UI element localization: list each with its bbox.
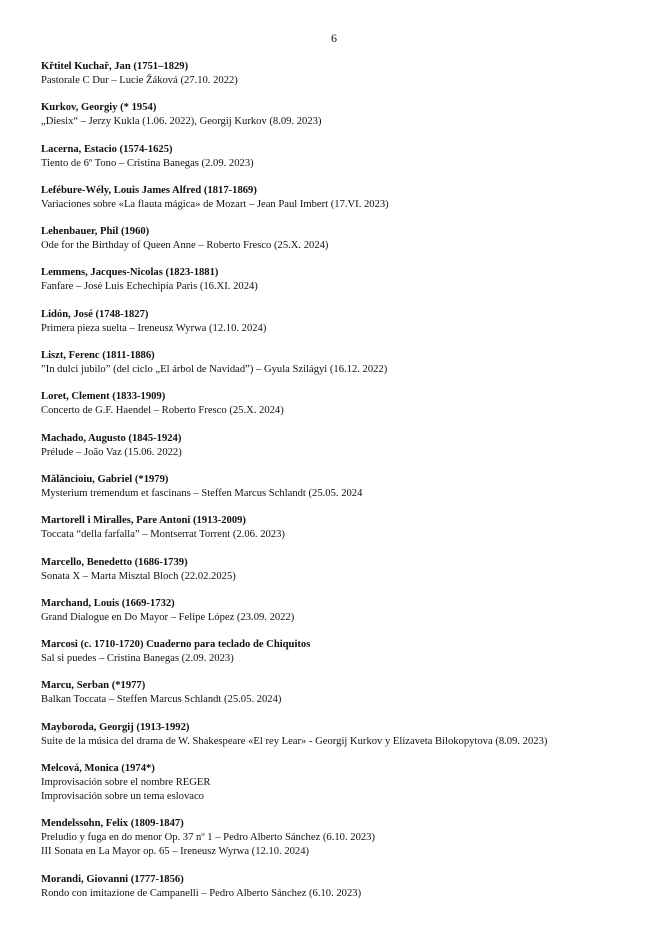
work-line: Balkan Toccata – Steffen Marcus Schlandt (25.05. 2024) — [41, 694, 282, 706]
composer-entry — [41, 349, 651, 377]
composer-entry — [41, 390, 651, 418]
work-line: Rondo con imitazione de Campanelli – Pedro Alberto Sánchez (6.10. 2023) — [41, 887, 362, 899]
composer-entry — [41, 817, 651, 859]
composer-entry — [41, 638, 651, 666]
composer-entry — [41, 225, 651, 253]
work-line: Mysterium tremendum et fascinans – Steffen Marcus Schlandt (25.05. 2024 — [41, 487, 363, 499]
composer-entry — [41, 556, 651, 584]
composer-name: Lemmens, Jacques-Nicolas (1823-1881) — [41, 267, 219, 279]
composer-entry — [41, 266, 651, 294]
composer-entry — [41, 762, 651, 804]
work-line: III Sonata en La Mayor op. 65 – Ireneusz Wyrwa (12.10. 2024) — [41, 846, 310, 858]
composer-entry — [41, 60, 651, 88]
work-line: Ode for the Birthday of Queen Anne – Roberto Fresco (25.X. 2024) — [41, 240, 329, 252]
work-line: Tiento de 6º Tono – Cristina Banegas (2.09. 2023) — [41, 157, 254, 169]
composer-name: Lehenbauer, Phil (1960) — [41, 226, 150, 238]
work-line: „Diesix“ – Jerzy Kukla (1.06. 2022), Georgij Kurkov (8.09. 2023) — [41, 116, 322, 128]
composer-entry — [41, 473, 651, 501]
work-line: Pastorale C Dur – Lucie Žáková (27.10. 2022) — [41, 75, 238, 86]
work-line: Grand Dialogue en Do Mayor – Felipe López (23.09. 2022) — [41, 611, 295, 623]
composer-name: Lacerna, Estacio (1574-1625) — [41, 143, 173, 155]
composer-name: Kurkov, Georgiy (* 1954) — [41, 102, 157, 114]
work-line: Sal si puedes – Cristina Banegas (2.09. 2023) — [41, 653, 234, 665]
work-line: Variaciones sobre «La flauta mágica» de Mozart – Jean Paul Imbert (17.VI. 2023) — [41, 198, 389, 210]
composer-entry — [41, 308, 651, 336]
composer-name: Melcová, Monica (1974*) — [41, 763, 155, 775]
composer-name: Machado, Augusto (1845-1924) — [41, 432, 182, 444]
composer-entry — [41, 721, 651, 749]
composer-entry — [41, 432, 651, 460]
page-number: 6 — [331, 31, 337, 45]
composer-name: Marcosi (c. 1710-1720) Cuaderno para teclado de Chiquitos — [41, 639, 311, 651]
composer-name: Lidón, José (1748-1827) — [41, 308, 149, 320]
work-line: Concerto de G.F. Haendel – Roberto Fresco (25.X. 2024) — [41, 405, 284, 417]
work-line: Improvisación sobre el nombre REGER — [41, 777, 211, 789]
composer-name: Lefébure-Wély, Louis James Alfred (1817-1869) — [41, 184, 257, 196]
composer-entry — [41, 101, 651, 129]
composer-name: Marcu, Serban (*1977) — [41, 680, 146, 692]
composer-entry — [41, 679, 651, 707]
composer-name: Marchand, Louis (1669-1732) — [41, 597, 175, 609]
work-line: Fanfare – José Luis Echechipía Paris (16.XI. 2024) — [41, 281, 258, 293]
work-line: Suite de la música del drama de W. Shakespeare «El rey Lear» - Georgij Kurkov y Elizaveta Bilokopytova (8.09. 2023) — [41, 735, 548, 747]
composer-name: Marcello, Benedetto (1686-1739) — [41, 556, 188, 568]
composer-entry — [41, 873, 651, 901]
work-line: Preludio y fuga en do menor Op. 37 nº 1 – Pedro Alberto Sánchez (6.10. 2023) — [41, 832, 375, 844]
composer-entry — [41, 143, 651, 171]
composer-entry — [41, 514, 651, 542]
composer-name: Martorell i Miralles, Pare Antoni (1913-2009) — [41, 515, 246, 527]
composer-name: Mendelssohn, Felix (1809-1847) — [41, 818, 184, 830]
work-line: ”In dulci jubilo” (del ciclo „El árbol de Navidad”) – Gyula Szilágyi (16.12. 2022) — [41, 364, 388, 376]
composer-entry — [41, 597, 651, 625]
work-line: Primera pieza suelta – Ireneusz Wyrwa (12.10. 2024) — [41, 322, 267, 334]
composer-name: Mayboroda, Georgij (1913-1992) — [41, 721, 190, 733]
composer-name: Liszt, Ferenc (1811-1886) — [41, 350, 155, 362]
composer-name: Loret, Clement (1833-1909) — [41, 391, 166, 403]
work-line: Sonata X – Marta Misztal Bloch (22.02.2025) — [41, 570, 236, 582]
composer-name: Morandi, Giovanni (1777-1856) — [41, 873, 184, 885]
composer-list — [41, 60, 651, 914]
composer-name: Mălăncioiu, Gabriel (*1979) — [41, 473, 169, 485]
work-line: Toccata “della farfalla” – Montserrat Torrent (2.06. 2023) — [41, 529, 285, 541]
composer-name: Křtitel Kuchař, Jan (1751–1829) — [41, 61, 189, 72]
work-line: Improvisación sobre un tema eslovaco — [41, 791, 204, 803]
composer-entry — [41, 184, 651, 212]
work-line: Prélude – João Vaz (15.06. 2022) — [41, 446, 182, 458]
